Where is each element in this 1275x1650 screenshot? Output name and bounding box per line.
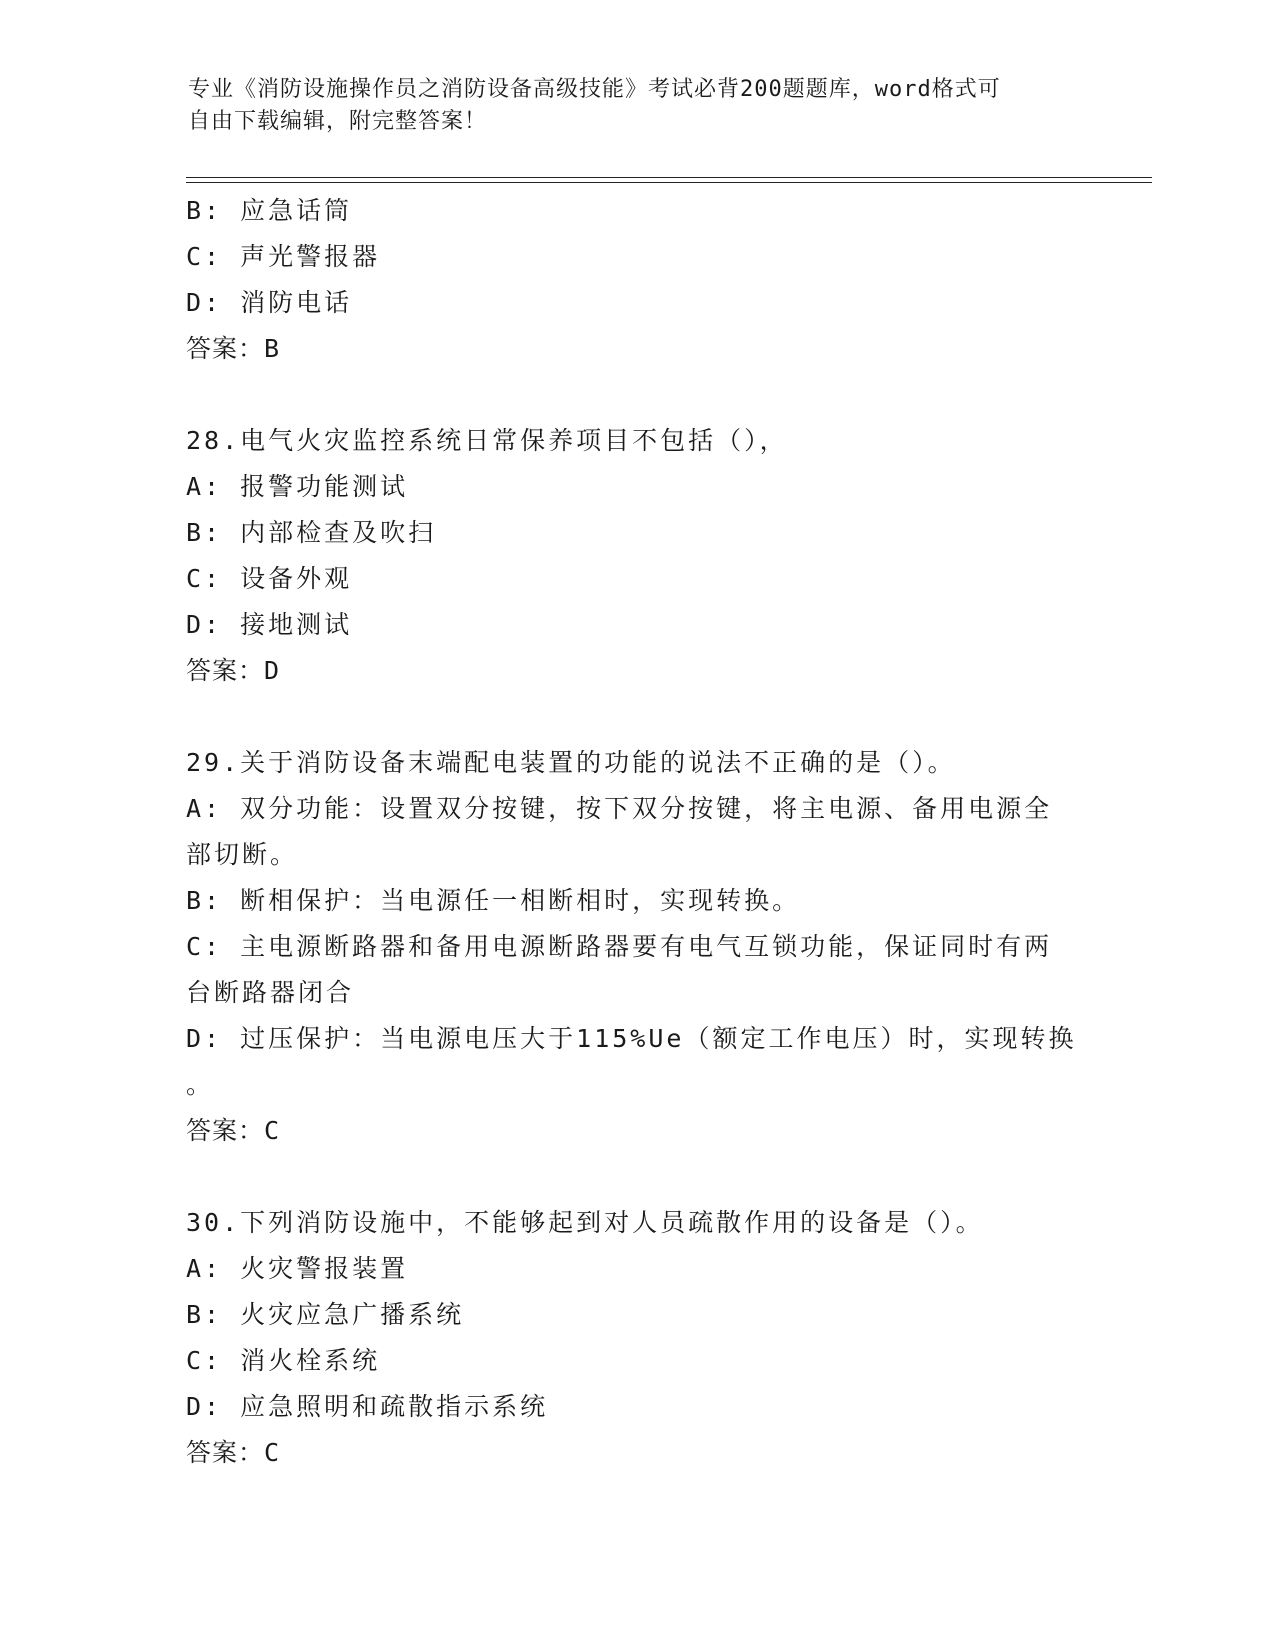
- header-rule-top: [186, 177, 1152, 178]
- option-a: A: 双分功能：设置双分按键，按下双分按键，将主电源、备用电源全: [186, 794, 1053, 823]
- option-c: C: 声光警报器: [186, 242, 381, 271]
- answer: 答案：D: [186, 656, 281, 685]
- header-line-2: 自由下载编辑，附完整答案！: [188, 109, 488, 134]
- header-line-1: 专业《消防设施操作员之消防设备高级技能》考试必背200题题库，word格式可: [188, 77, 1001, 102]
- question-28: 28.电气火灾监控系统日常保养项目不包括（），: [186, 426, 788, 455]
- option-c: C: 消火栓系统: [186, 1346, 381, 1375]
- option-c: C: 主电源断路器和备用电源断路器要有电气互锁功能，保证同时有两: [186, 932, 1053, 961]
- option-a: A: 火灾警报装置: [186, 1254, 409, 1283]
- answer: 答案：B: [186, 334, 281, 363]
- option-b: B: 断相保护：当电源任一相断相时，实现转换。: [186, 886, 801, 915]
- option-b: B: 火灾应急广播系统: [186, 1300, 465, 1329]
- option-b: B: 内部检查及吹扫: [186, 518, 437, 547]
- answer: 答案：C: [186, 1116, 281, 1145]
- option-d-continued: 。: [186, 1070, 215, 1099]
- question-30: 30.下列消防设施中，不能够起到对人员疏散作用的设备是（）。: [186, 1208, 984, 1237]
- document-header: [188, 74, 1088, 138]
- document-body: [186, 188, 1086, 1476]
- option-d: D: 接地测试: [186, 610, 353, 639]
- option-c: C: 设备外观: [186, 564, 353, 593]
- option-a: A: 报警功能测试: [186, 472, 409, 501]
- answer: 答案：C: [186, 1438, 281, 1467]
- header-rule-bottom: [186, 182, 1152, 183]
- question-29: 29.关于消防设备末端配电装置的功能的说法不正确的是（）。: [186, 748, 956, 777]
- option-b: B: 应急话筒: [186, 196, 353, 225]
- option-d: D: 消防电话: [186, 288, 353, 317]
- option-d: D: 应急照明和疏散指示系统: [186, 1392, 549, 1421]
- option-a-continued: 部切断。: [186, 840, 299, 869]
- option-c-continued: 台断路器闭合: [186, 978, 355, 1007]
- option-d: D: 过压保护：当电源电压大于115%Ue（额定工作电压）时，实现转换: [186, 1024, 1077, 1053]
